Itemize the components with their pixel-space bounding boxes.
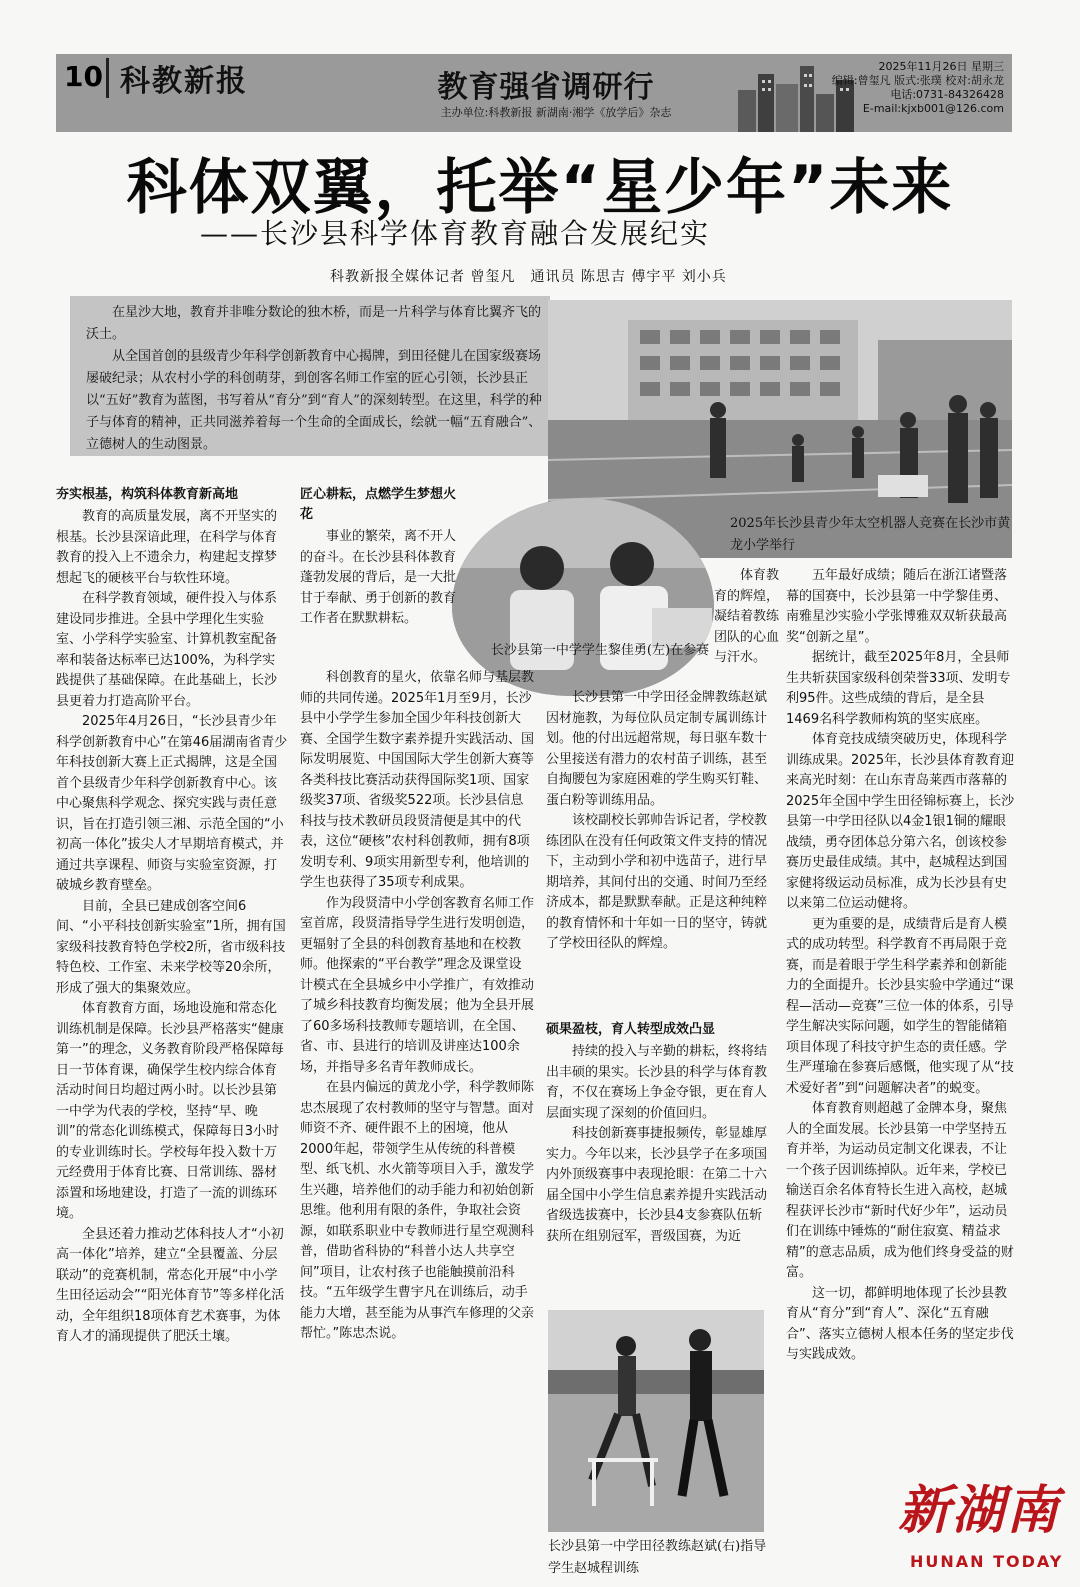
newspaper-name: 科教新报: [120, 64, 248, 99]
paragraph: 目前，全县已建成创客空间6间、“小平科技创新实验室”1所，拥有国家级科技教育特色学校2所，省市级科技特色校、工作室、未来学校等20余所，形成了强大的集聚效应。: [56, 898, 286, 996]
column-4: [786, 566, 1016, 1366]
paragraph: 在县内偏远的黄龙小学，科学教师陈忠杰展现了农村教师的坚守与智慧。面对师资不齐、硬件跟不上的困境，他从2000年起，带领学生从传统的科普模型、纸飞机、水火箭等项目入手，激发学生兴趣，培养他们的动手能力和初始创新思维。他利用有限的条件，争取社会资源，如联系职业中专教师进行星空观测科普，借助省科协的“科普小达人共享空间”项目，让农村孩子也能触摸前沿科技。“五年级学生曹宇凡在训练后，动手能力大增，甚至能为从事汽车修理的父亲帮忙。”陈忠杰说。: [300, 1080, 535, 1341]
column-2: [300, 668, 534, 1345]
paragraph: 作为段贤清中小学创客教育名师工作室首席，段贤清指导学生进行发明创造，更辐射了全县的科创教育基地和在校教师。他探索的“平台教学”理念及课堂设计模式在全县城乡中小学推广，有效推动了城乡科技教育均衡发展；他为全县开展了60多场科技教师专题培训，在全国、省、市、县进行的培训及讲座达100余场，并指导多名青年教师成长。: [300, 895, 535, 1075]
hurdle-training-icon: [548, 1310, 764, 1532]
section-heading: 匠心耕耘，点燃学生梦想火花: [300, 487, 457, 522]
byline: 科教新报全媒体记者 曾玺凡 通讯员 陈思吉 傅宇平 刘小兵: [330, 269, 727, 285]
intro-paragraph: 在星沙大地，教育并非唯分数论的独木桥，而是一片科学与体育比翼齐飞的沃土。: [86, 305, 542, 342]
paragraph: 科创教育的星火，依靠名师与基层教师的共同传递。2025年1月至9月，长沙县中小学学生参加全国少年科技创新大赛、全国学生数字素养提升实践活动、国际发明展览、中国国际大学生创新大赛等各类科技比赛活动获得国际奖1项、国家级奖37项、省级奖522项。长沙县信息科技与技术教研员段贤清便是其中的代表，这位“硬核”农村科创教师，拥有8项发明专利、9项实用新型专利，他培训的学生也获得了35项专利成果。: [300, 670, 535, 890]
paragraph: 这一切，都鲜明地体现了长沙县教育从“育分”到“育人”、深化“五育融合”、落实立德树人根本任务的坚定步伐与实践成效。: [786, 1285, 1014, 1362]
paragraph: 体育竞技成绩突破历史，体现科学训练成果。2025年，长沙县体育教育迎来高光时刻：在山东青岛莱西市落幕的2025年全国中学生田径锦标赛上，长沙县第一中学田径队以4金1银1铜的耀眼战绩，勇夺团体总分第六名，创该校参赛历史最佳成绩。其中，赵城程达到国家健将级运动员标准，成为长沙县有史以来第二位运动健将。: [786, 732, 1015, 911]
intro-paragraph: 从全国首创的县级青少年科学创新教育中心揭牌，到田径健儿在国家级赛场屡破纪录；从农村小学的科创萌芽，到创客名师工作室的匠心引领，长沙县正以“五好”教育为蓝图，书写着从“育分”到“育人”的深刻转型。在这里，科学的种子与体育的精神，正共同滋养着每一个生命的全面成长，绘就一幅“五育融合”、立德树人的生动图景。: [86, 349, 542, 452]
paragraph: 据统计，截至2025年8月，全县师生共斩获国家级科创荣誉33项、发明专利95件。这些成绩的背后，是全县1469名科学教师构筑的坚实底座。: [786, 650, 1011, 727]
paragraph: 2025年4月26日，“长沙县青少年科学创新教育中心”在第46届湖南省青少年科技创新大赛上正式揭牌，这是全国首个县级青少年科学创新教育中心。该中心聚焦科学观念、探究实践与责任意识，旨在打造引领三湘、示范全国的“小初高一体化”拔尖人才早期培育模式，并通过共享课程、师资与实验室资源，打破城乡教育壁垒。: [56, 714, 288, 893]
paragraph: 体育教育则超越了金牌本身，聚焦人的全面发展。长沙县第一中学坚持五育并举，为运动员定制文化课表，不让一个孩子因训练掉队。近年来，学校已输送百余名体育特长生进入高校，赵城程获评长沙市“新时代好少年”，运动员们在训练中锤炼的“耐住寂寞、精益求精”的意志品质，成为他们终身受益的财富。: [786, 1101, 1014, 1280]
photo3-caption: 长沙县第一中学田径教练赵斌(右)指导学生赵城程训练: [548, 1539, 767, 1576]
photo1-caption: 2025年长沙县青少年太空机器人竞赛在长沙市黄龙小学举行: [730, 516, 1011, 553]
masthead-divider: [106, 58, 109, 98]
paragraph: 在科学教育领域，硬件投入与体系建设同步推进。全县中学理化生实验室、小学科学实验室、计算机教室配备率和装备达标率已达100%，为科学实践提供了基础保障。在此基础上，长沙县更着力打造高阶平台。: [56, 591, 278, 709]
section-heading: 硕果盈枝，育人转型成效凸显: [546, 1022, 716, 1037]
paragraph: 长沙县第一中学田径金牌教练赵斌因材施教，为每位队员定制专属训练计划。他的付出远超常规，每日驱车数十公里接送有潜力的农村苗子训练，甚至自掏腰包为家庭困难的学生购买钉鞋、蛋白粉等训练用品。: [546, 690, 768, 808]
contact-phone: 电话:0731-84326428: [890, 88, 1004, 101]
paragraph: 体育教育方面，场地设施和常态化训练机制是保障。长沙县严格落实“健康第一”的理念，义务教育阶段严格保障每日一节体育课，确保学生校内综合体育活动时间日均超过两小时。以长沙县第一中学为代表的学校，坚持“早、晚训”的常态化训练模式，保障每日3小时的专业训练时长。学校每年投入数十万元经费用于体育比赛、日常训练、器材添置和场地建设，打造了一流的训练环境。: [56, 1001, 284, 1221]
paragraph: 体育教育的辉煌，凝结着教练团队的心血与汗水。: [714, 568, 780, 665]
intro-text: [86, 302, 542, 456]
editor-credits: 编辑:曾玺凡 版式:张璞 校对:胡永龙: [831, 74, 1004, 87]
subtitle: ——长沙县科学体育教育融合发展纪实: [200, 217, 711, 250]
column-3-narrow: [714, 566, 782, 669]
sponsor-line: 主办单位:科教新报 新湖南·湘学《放学后》杂志: [440, 106, 672, 119]
section-title: 教育强省调研行: [437, 70, 655, 105]
paragraph: 全县还着力推动艺体科技人才“小初高一体化”培养，建立“全县覆盖、分层联动”的竞赛机制，常态化开展“中小学生田径运动会”“阳光体育节”等多样化活动，全年组织18项体育艺术赛事，为体育人才的涌现提供了肥沃土壤。: [56, 1226, 285, 1344]
issue-meta: [832, 60, 1004, 116]
track-training-photo: [548, 1310, 764, 1532]
contact-email[interactable]: E-mail:kjxb001@126.com: [862, 102, 1004, 115]
issue-date: 2025年11月26日 星期三: [878, 60, 1004, 73]
paragraph: 更为重要的是，成绩背后是育人模式的成功转型。科学教育不再局限于竞赛，而是着眼于学生科学素养和创新能力的全面提升。长沙县实验中学通过“课程—活动—竞赛”三位一体的体系，引导学生解决实际问题，如学生的智能储箱项目体现了科技守护生态的责任感。学生严瑾瑜在参赛后感慨，他实现了从“技术爱好者”到“问题解决者”的蜕变。: [786, 916, 1014, 1096]
paragraph: 五年最好成绩；随后在浙江诸暨落幕的国赛中，长沙县第一中学黎佳勇、南雅星沙实验小学张博雅双双斩获最高奖“创新之星”。: [786, 568, 1008, 645]
column-3-upper: [546, 688, 772, 955]
column-2-top: [300, 485, 462, 630]
column-3-lower: [546, 1020, 772, 1247]
headline: 科体双翼，托举“星少年”未来: [126, 153, 954, 223]
hunan-today-logo-sub: HUNAN TODAY: [910, 1552, 1064, 1571]
hunan-today-logo: 新湖南: [898, 1481, 1061, 1541]
section-heading: 夯实根基，构筑科体教育新高地: [56, 487, 239, 502]
photo2-caption: 长沙县第一中学学生黎佳勇(左)在参赛: [490, 643, 710, 658]
paragraph: 持续的投入与辛勤的耕耘，终将结出丰硕的果实。长沙县的科学与体育教育，不仅在赛场上争金夺银，更在育人层面实现了深刻的价值回归。: [546, 1044, 768, 1121]
masthead-band: [56, 54, 1012, 132]
column-1: [56, 485, 288, 1348]
page-number: 10: [64, 60, 103, 93]
paragraph: 科技创新赛事捷报频传，彰显雄厚实力。今年以来，长沙县学子在多项国内外顶级赛事中表现抢眼：在第二十六届全国中小学生信息素养提升实践活动省级选拔赛中，长沙县4支参赛队伍斩获所在组别冠军，晋级国赛，为近: [546, 1126, 768, 1244]
paragraph: 该校副校长郭帅告诉记者，学校教练团队在没有任何政策文件支持的情况下，主动到小学和初中选苗子，进行早期培养，其间付出的交通、时间乃至经济成本，都是默默奉献。正是这种纯粹的教育情怀和十年如一日的坚守，铸就了学校田径队的辉煌。: [546, 813, 768, 951]
paragraph: 教育的高质量发展，离不开坚实的根基。长沙县深谙此理，在科学与体育教育的投入上不遗余力，构建起支撑梦想起飞的硬核平台与软性环境。: [56, 509, 278, 586]
paragraph: 事业的繁荣，离不开人的奋斗。在长沙县科体教育蓬勃发展的背后，是一大批甘于奉献、勇于创新的教育工作者在默默耕耘。: [300, 529, 457, 626]
